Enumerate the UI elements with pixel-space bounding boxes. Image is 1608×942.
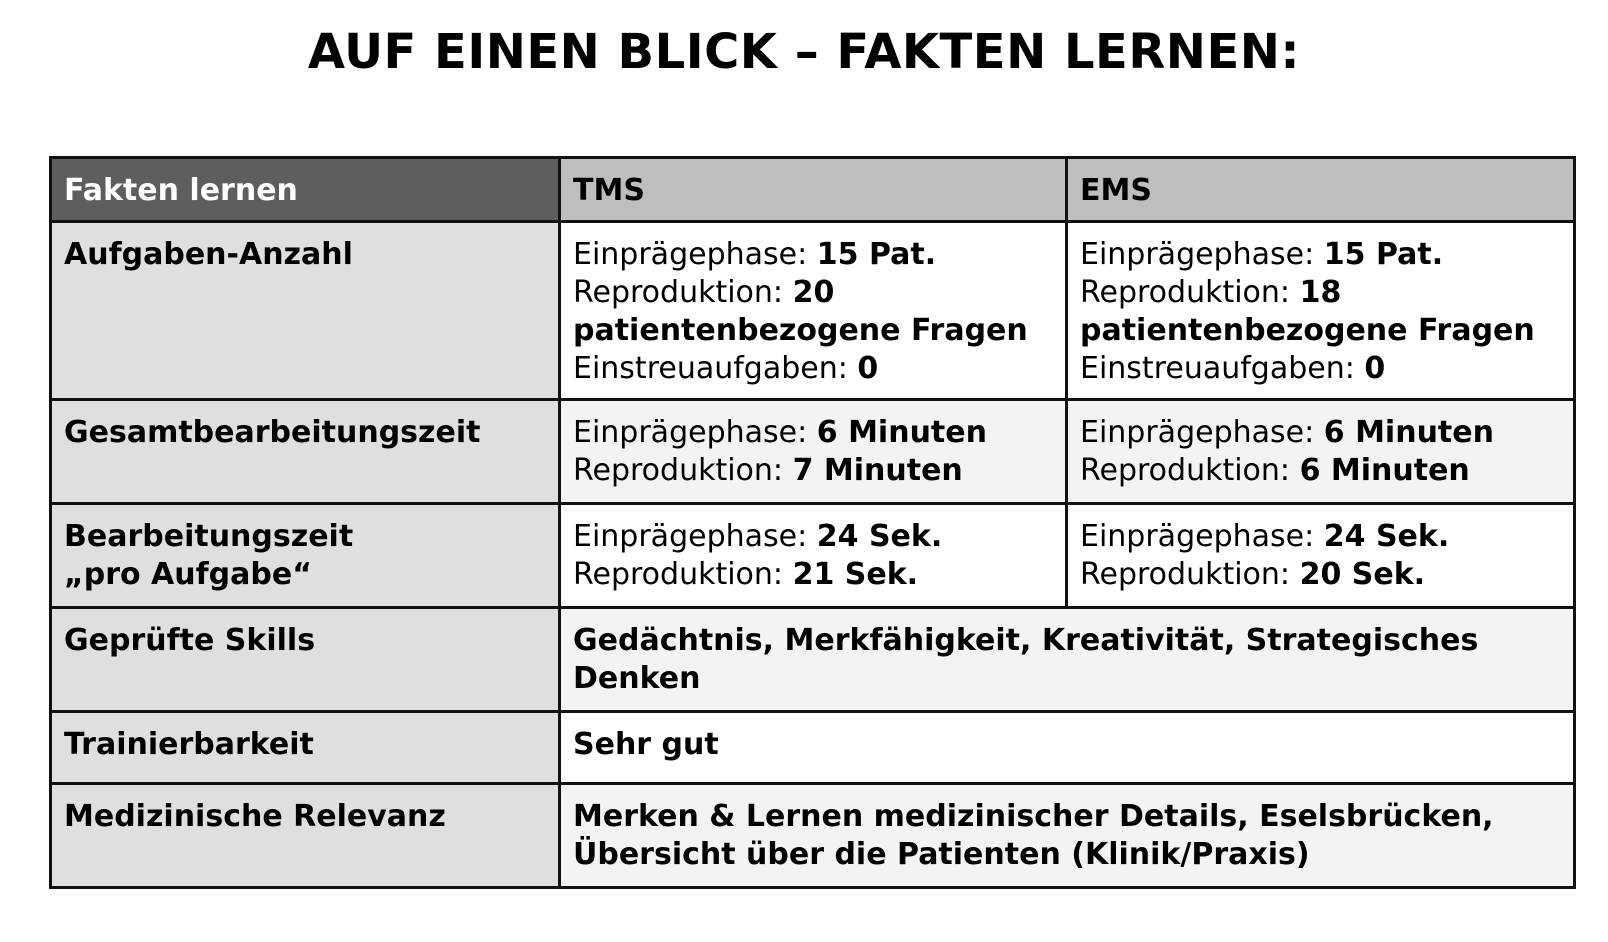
- row-label: Medizinische Relevanz: [51, 784, 560, 888]
- row-label: Gesamtbearbeitungszeit: [51, 400, 560, 504]
- cell-value: 24 Sek.: [816, 519, 943, 554]
- cell-key: Einprägephase:: [573, 519, 808, 554]
- cell-key: Einprägephase:: [1080, 519, 1315, 554]
- cell-tms-gesamtzeit: [560, 400, 1067, 504]
- cell-value: 0: [857, 351, 879, 386]
- cell-key: Einstreuaufgaben:: [1080, 351, 1355, 386]
- cell-ems-aufgaben-anzahl: [1067, 222, 1575, 400]
- cell-value: 20: [792, 275, 835, 310]
- cell-tms-pro-aufgabe: [560, 504, 1067, 608]
- table-header-row: [51, 158, 1575, 222]
- table-row-gesamtbearbeitungszeit: [51, 400, 1575, 504]
- cell-ems-pro-aufgabe: [1067, 504, 1575, 608]
- column-header-tms: TMS: [560, 158, 1067, 222]
- facts-comparison-table: [49, 156, 1576, 889]
- cell-value: 6 Minuten: [1323, 415, 1494, 450]
- table-row-medizinische-relevanz: [51, 784, 1575, 888]
- table-row-gepruefte-skills: [51, 608, 1575, 712]
- cell-value: 15 Pat.: [1323, 237, 1444, 272]
- cell-value: 21 Sek.: [792, 557, 919, 592]
- table-row-trainierbarkeit: [51, 712, 1575, 784]
- cell-value: 6 Minuten: [1299, 453, 1470, 488]
- cell-key: Reproduktion:: [1080, 557, 1291, 592]
- cell-key: Einstreuaufgaben:: [573, 351, 848, 386]
- cell-value: 20 Sek.: [1299, 557, 1426, 592]
- cell-value: 0: [1364, 351, 1386, 386]
- cell-value: 24 Sek.: [1323, 519, 1450, 554]
- column-header-ems: EMS: [1067, 158, 1575, 222]
- row-label: Trainierbarkeit: [51, 712, 560, 784]
- cell-value: 15 Pat.: [816, 237, 937, 272]
- cell-skills-value: [560, 608, 1575, 712]
- cell-key: Einprägephase:: [1080, 237, 1315, 272]
- cell-key: Einprägephase:: [573, 237, 808, 272]
- table-row-pro-aufgabe: [51, 504, 1575, 608]
- cell-value: 18: [1299, 275, 1342, 310]
- cell-value: Gedächtnis, Merkfähigkeit, Kreativität, Strategisches Denken: [573, 623, 1479, 696]
- cell-value: 7 Minuten: [792, 453, 963, 488]
- cell-ems-gesamtzeit: [1067, 400, 1575, 504]
- cell-key: Reproduktion:: [573, 453, 784, 488]
- page-title: AUF EINEN BLICK – FAKTEN LERNEN:: [307, 24, 1301, 80]
- cell-relevanz-value: [560, 784, 1575, 888]
- table-row-aufgaben-anzahl: [51, 222, 1575, 400]
- cell-key: Reproduktion:: [573, 275, 784, 310]
- cell-value-line: Merken & Lernen medizinischer Details, Eselsbrücken,: [573, 799, 1494, 834]
- corner-header: Fakten lernen: [51, 158, 560, 222]
- row-label: Aufgaben-Anzahl: [51, 222, 560, 400]
- cell-value: 6 Minuten: [816, 415, 987, 450]
- cell-trainierbarkeit-value: Sehr gut: [560, 712, 1575, 784]
- cell-key: Reproduktion:: [1080, 453, 1291, 488]
- row-label-line: „pro Aufgabe“: [64, 557, 312, 592]
- row-label: [51, 504, 560, 608]
- cell-key: Reproduktion:: [1080, 275, 1291, 310]
- cell-tms-aufgaben-anzahl: [560, 222, 1067, 400]
- cell-key: Einprägephase:: [573, 415, 808, 450]
- cell-value: patientenbezogene Fragen: [573, 313, 1028, 348]
- cell-value: patientenbezogene Fragen: [1080, 313, 1535, 348]
- cell-value-line: Übersicht über die Patienten (Klinik/Praxis): [573, 837, 1310, 872]
- cell-key: Einprägephase:: [1080, 415, 1315, 450]
- cell-key: Reproduktion:: [573, 557, 784, 592]
- row-label-line: Bearbeitungszeit: [64, 519, 354, 554]
- row-label: Geprüfte Skills: [51, 608, 560, 712]
